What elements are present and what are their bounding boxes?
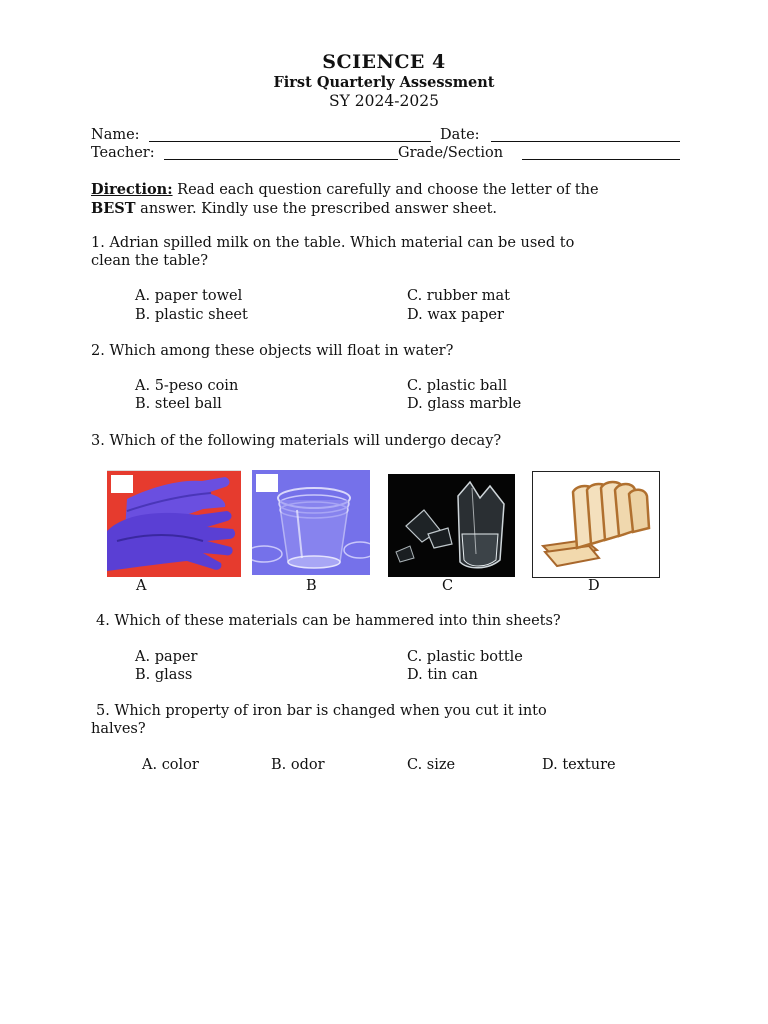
q5-text-line-1: 5. Which property of iron bar is changed when you cut it into xyxy=(96,703,547,719)
direction-label: Direction: xyxy=(91,181,173,198)
q4-text: 4. Which of these materials can be hammered into thin sheets? xyxy=(96,613,561,629)
page-title: SCIENCE 4 xyxy=(322,51,446,73)
image-d-sliced-bread[interactable] xyxy=(532,471,660,578)
date-blank[interactable] xyxy=(491,141,680,142)
image-label-b: B xyxy=(306,578,317,594)
q4-choice-d[interactable]: D. tin can xyxy=(407,667,478,683)
grade-section-label: Grade/Section xyxy=(398,145,504,161)
q5-text-line-2: halves? xyxy=(91,721,146,737)
q5-choice-d[interactable]: D. texture xyxy=(542,757,616,773)
image-c-broken-glass[interactable] xyxy=(388,474,515,577)
teacher-blank[interactable] xyxy=(164,159,398,160)
date-label: Date: xyxy=(440,127,480,143)
q1-text-line-2: clean the table? xyxy=(91,253,209,269)
image-b-label-box xyxy=(256,474,278,492)
q1-choice-c[interactable]: C. rubber mat xyxy=(407,288,510,304)
name-blank[interactable] xyxy=(149,141,431,142)
image-a-label-box xyxy=(111,475,133,493)
q2-text: 2. Which among these objects will float in water? xyxy=(91,343,454,359)
image-b-plastic-cups[interactable] xyxy=(252,470,370,575)
page-subtitle: First Quarterly Assessment xyxy=(273,74,495,91)
q1-choice-a[interactable]: A. paper towel xyxy=(135,288,243,304)
image-a-gloves[interactable] xyxy=(107,470,241,577)
q3-text: 3. Which of the following materials will undergo decay? xyxy=(91,433,502,449)
q2-choice-a[interactable]: A. 5-peso coin xyxy=(135,378,239,394)
name-label: Name: xyxy=(91,127,140,143)
grade-section-blank[interactable] xyxy=(522,159,680,160)
q2-choice-b[interactable]: B. steel ball xyxy=(135,396,222,412)
q1-choice-b[interactable]: B. plastic sheet xyxy=(135,307,248,323)
image-label-d: D xyxy=(588,578,600,594)
direction-line-1 xyxy=(91,181,599,198)
q5-choice-b[interactable]: B. odor xyxy=(271,757,325,773)
school-year: SY 2024-2025 xyxy=(329,92,439,110)
q5-choice-a[interactable]: A. color xyxy=(142,757,199,773)
q4-choice-b[interactable]: B. glass xyxy=(135,667,193,683)
direction-best: BEST xyxy=(91,200,136,217)
image-label-c: C xyxy=(442,578,454,594)
q2-choice-c[interactable]: C. plastic ball xyxy=(407,378,508,394)
q4-choice-a[interactable]: A. paper xyxy=(135,649,198,665)
direction-text-2: answer. Kindly use the prescribed answer sheet. xyxy=(135,201,498,217)
q2-choice-d[interactable]: D. glass marble xyxy=(407,396,522,412)
q4-choice-c[interactable]: C. plastic bottle xyxy=(407,649,523,665)
direction-text-1: Read each question carefully and choose the letter of the xyxy=(172,182,599,198)
image-label-a: A xyxy=(136,578,147,594)
teacher-label: Teacher: xyxy=(91,145,155,161)
q5-choice-c[interactable]: C. size xyxy=(407,757,456,773)
direction-line-2 xyxy=(91,200,497,217)
q1-choice-d[interactable]: D. wax paper xyxy=(407,307,504,323)
q1-text-line-1: 1. Adrian spilled milk on the table. Which material can be used to xyxy=(91,235,575,251)
